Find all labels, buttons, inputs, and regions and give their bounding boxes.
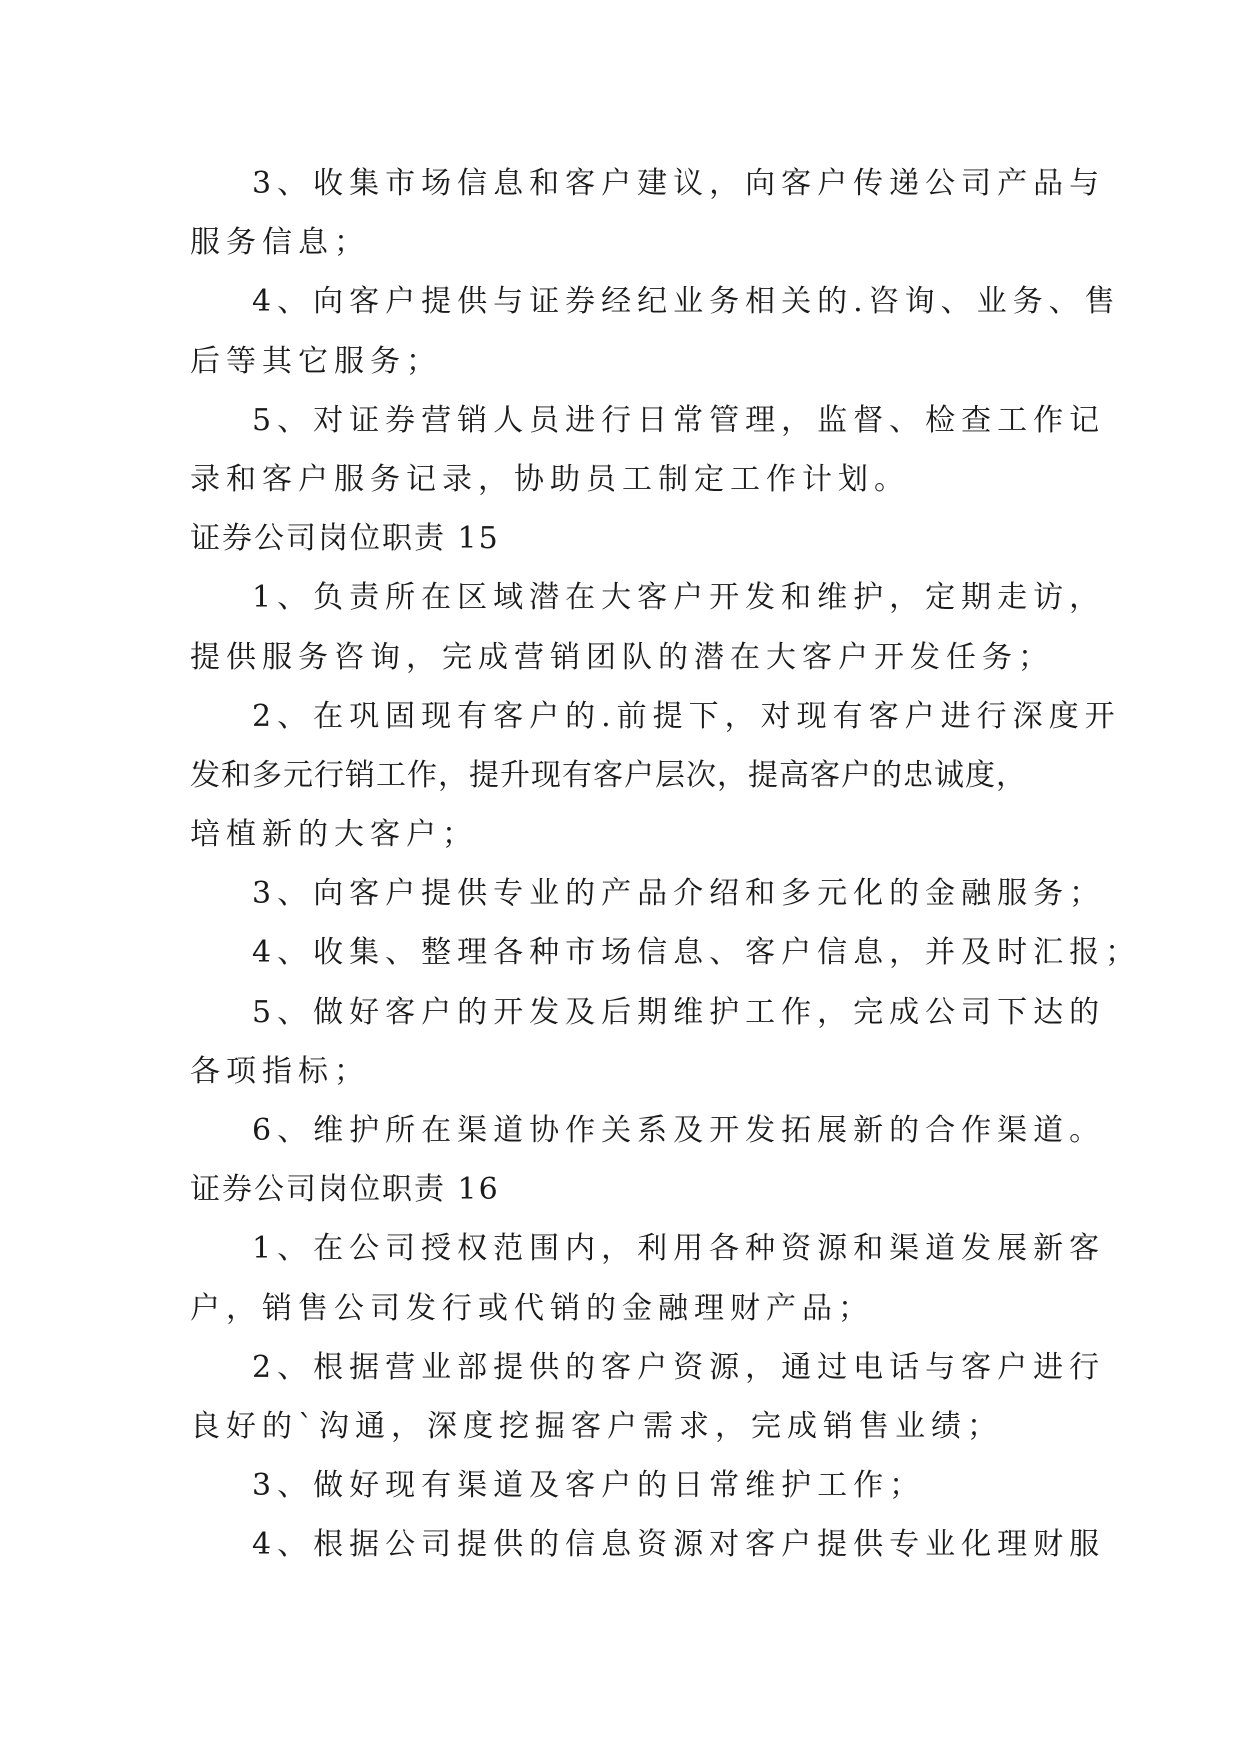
text-line: 发和多元行销工作，提升现有客户层次，提高客户的忠诚度， (190, 757, 1027, 793)
text-line: 4、根据公司提供的信息资源对客户提供专业化理财服 (252, 1527, 1106, 1563)
text-line: 良好的`沟通，深度挖掘客户需求，完成销售业绩； (190, 1408, 1003, 1444)
text-line: 3、收集市场信息和客户建议，向客户传递公司产品与 (252, 166, 1106, 201)
text-line: 3、做好现有渠道及客户的日常维护工作； (252, 1468, 926, 1504)
text-line: 5、对证券营销人员进行日常管理，监督、检查工作记 (252, 402, 1106, 438)
text-line: 3、向客户提供专业的产品介绍和多元化的金融服务； (252, 876, 1106, 912)
section-heading: 证券公司岗位职责 16 (190, 1172, 500, 1208)
text-line: 2、在巩固现有客户的.前提下，对现有客户进行深度开 (252, 698, 1121, 734)
section-heading: 证券公司岗位职责 15 (190, 521, 500, 557)
text-line: 4、收集、整理各种市场信息、客户信息，并及时汇报； (252, 935, 1142, 971)
text-line: 1、负责所在区域潜在大客户开发和维护，定期走访， (252, 580, 1106, 616)
text-line: 录和客户服务记录，协助员工制定工作计划。 (190, 461, 910, 497)
text-line: 户，销售公司发行或代销的金融理财产品； (190, 1290, 874, 1326)
document-body (190, 154, 1142, 1575)
text-line: 培植新的大客户； (190, 817, 478, 853)
text-line: 各项指标； (190, 1053, 370, 1089)
text-line: 提供服务咨询，完成营销团队的潜在大客户开发任务； (190, 639, 1054, 675)
text-line: 4、向客户提供与证券经纪业务相关的.咨询、业务、售 (252, 284, 1121, 320)
text-line: 后等其它服务； (190, 343, 442, 379)
text-line: 服务信息； (190, 225, 370, 261)
text-line: 2、根据营业部提供的客户资源，通过电话与客户进行 (252, 1349, 1106, 1385)
text-line: 5、做好客户的开发及后期维护工作，完成公司下达的 (252, 994, 1106, 1030)
text-line: 1、在公司授权范围内，利用各种资源和渠道发展新客 (252, 1231, 1106, 1267)
text-line: 6、维护所在渠道协作关系及开发拓展新的合作渠道。 (252, 1113, 1106, 1148)
